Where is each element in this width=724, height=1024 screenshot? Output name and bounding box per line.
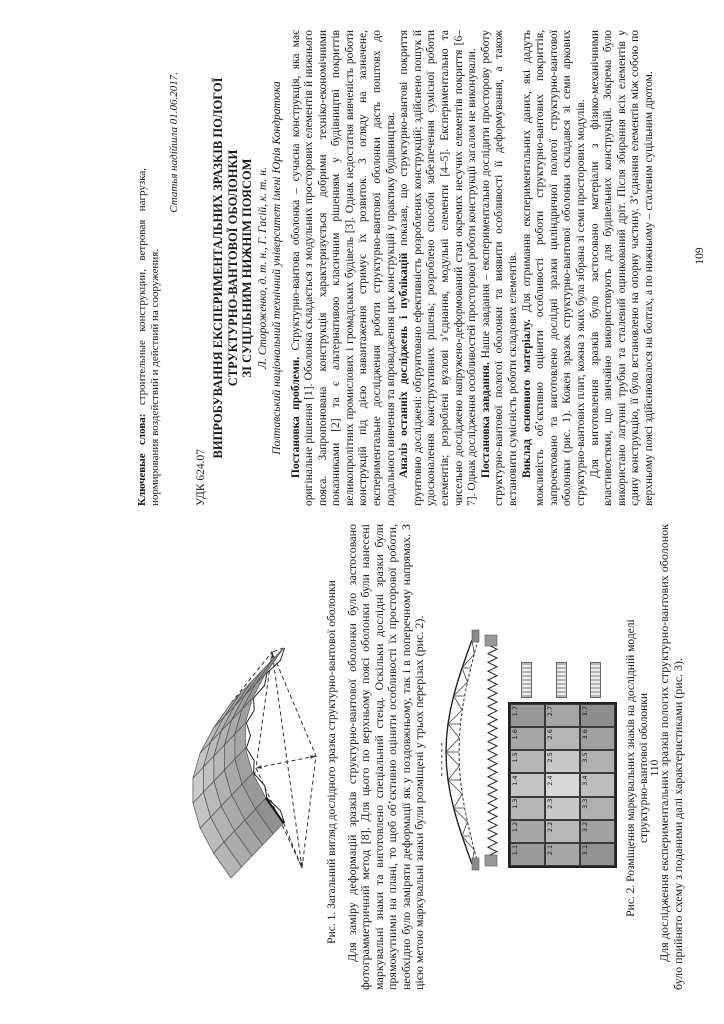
marker-cell (580, 704, 615, 727)
marker-cell-label: 1.5 (511, 752, 520, 763)
marker-cell (580, 773, 615, 796)
marker-cell (510, 727, 545, 750)
marker-grid-row (545, 704, 580, 866)
truss-arch-diagram (438, 626, 504, 872)
marker-cell-label: 1.4 (511, 775, 520, 786)
marker-cell-label: 1.1 (511, 844, 520, 856)
marker-cell-label: 2.4 (546, 775, 555, 786)
marker-cell (580, 750, 615, 773)
marker-grid-row (510, 704, 545, 866)
marker-cell-label: 1.7 (511, 706, 520, 717)
figure-2-drawing (438, 626, 617, 872)
marker-grid-table (508, 702, 617, 868)
marker-cell (545, 820, 580, 843)
page-number-110: 110 (649, 759, 661, 777)
marker-cell (510, 820, 545, 843)
marker-cell (580, 843, 615, 866)
marker-cell-label: 2.3 (546, 798, 555, 809)
marker-cell (510, 704, 545, 727)
marker-cell (545, 727, 580, 750)
left-paragraph-1-text: Для заміру деформацій зразків структурно-вантової оболонки було застосовано фотограмметричний метод [8]. Для цього по верхньому поясі оболонки були нанесені маркувальні знаки та виготовлено спеціальний стенд. Оскільки дослідні зразки були прямокутними на плані, то щоб об’єктивно оцінити особливості їх просторової роботи, необхідно було заміряти деформації як у поздовжньому, так і в поперечному напрямах. З цією метою маркувальні знаки були розміщені у трьох перерізах (рис. 2). (345, 524, 427, 990)
marker-cell-label: 3.4 (581, 775, 590, 786)
marker-cell (510, 773, 545, 796)
marker-cell-label: 3.7 (581, 706, 590, 717)
figure-1-drawing (146, 642, 322, 894)
article-title (211, 30, 255, 506)
marker-cell-label: 1.6 (511, 729, 520, 740)
marker-cell (510, 797, 545, 820)
body-paragraph: Виклад основного матеріалу. Для отримання експериментальних даних, які дадуть можливість об’єктивно оцінити особливості роботи структурно-вантових покриттів, запроектовано та виготовлено дослідні зразки циліндричної пологої структурно-вантової оболонки (рис. 1). Кожен зразок структурно-вантової оболонки складався зі семи аркових структурно-вантових плит, кожна з яких була зібрана зі семи просторових модулів. (520, 30, 587, 506)
keywords-block (136, 168, 162, 506)
marker-cell-label: 2.2 (546, 821, 555, 833)
marker-cell (510, 843, 545, 866)
body-paragraph: Для виготовлення зразків було застосовано матеріали з фізико-механічними властивостями, що звичайно використовують для будівельних конструкцій. Зокрема було використано латунні трубки та сталевий оцинкований дріт. Після збирання всіх елементів у єдину конструкцію, її було встановлено на опорну частину. З’єднання елементів між собою по верхньому поясі здійснювалося на болтах, а по нижньому – сталевим суцільним дротом. (588, 30, 655, 506)
figure-2-caption-line2: структурно-вантової оболонки (638, 692, 651, 844)
marker-cell-label: 2.5 (546, 752, 555, 763)
affiliation-line: Полтавський національний технічний університет імені Юрія Кондратюка (270, 81, 283, 455)
article-body (290, 30, 657, 506)
figure-2-caption-line1: Рис. 2. Розміщення маркувальних знаків на дослідній моделі (625, 619, 638, 917)
marker-cell-label: 3.1 (581, 844, 590, 856)
marker-cell (545, 704, 580, 727)
scale-bar-3 (590, 662, 601, 698)
marker-cell-label: 1.3 (511, 798, 520, 809)
body-paragraph: Постановка проблеми. Структурно-вантова оболонка – сучасна конструкція, яка має оригінальне рішення [1]. Оболонка складається з модульних просторових елементів й нижнього пояса. Запропонована конструкція характеризується добрими техніко-економічними показниками [2] та є альтернативою класичним рішенням у будівництві покриттів великопролітних промислових і громадських будівель [3]. Однак недостатня вивченість роботи конструкцій під дією навантаження стримує їх розвиток. З огляду на зазначене, експериментальне дослідження роботи структурно-вантової оболонки дасть поштовх до подального вивчення та впровадження цих конструкцій у практику будівництва. (289, 29, 397, 506)
marker-cell-label: 3.5 (581, 752, 590, 763)
marker-cell-label: 1.2 (511, 821, 520, 833)
udc-code: УДК 624.07 (195, 449, 207, 506)
authors-line: Л. Стороженко, д. т. н., Г. Гасій, к. т. н. (256, 167, 269, 369)
scale-bar-2 (556, 662, 567, 698)
body-paragraph: Постановка завдання. Наше завдання – експериментально дослідити просторову роботу структурно-вантової пологої оболонки та виявити особливості її деформування, а також встановити сумісність роботи складових елементів. (479, 30, 519, 506)
article-title-line3: ЗІ СУЦІЛЬНИМ НИЖНІМ ПОЯСОМ (240, 158, 254, 378)
marker-cell (580, 797, 615, 820)
marker-cell-label: 2.7 (546, 706, 555, 717)
marker-cell (545, 843, 580, 866)
scale-bar-1 (521, 662, 532, 698)
marker-cell (580, 820, 615, 843)
left-paragraph-1 (346, 524, 426, 990)
keywords-label: Ключевые слова: (136, 413, 148, 506)
marker-cell-label: 2.6 (546, 729, 555, 740)
marker-cell (580, 727, 615, 750)
left-paragraph-2 (658, 524, 685, 990)
page-number-109: 109 (694, 247, 706, 265)
marker-cell-label: 3.6 (581, 729, 590, 740)
received-date: Статья надійшла 01.06.2017. (168, 72, 180, 213)
article-title-line2: СТРУКТУРНО-ВАНТОВОЇ ОБОЛОНКИ (225, 149, 240, 387)
left-paragraph-2-text: Для дослідження експериментальних зразків пологих структурно-вантових оболонок було прийнято схему з поданими далі характеристиками (рис. 3). (657, 524, 685, 990)
body-paragraph: Аналіз останніх досліджень і публікацій показав, що структурно-вантові покриття ґрунтовно досліджені: обґрунтовано ефективність розроблених конструкцій; здійснено пошук й удосконалення конструктивних рішень; розроблено способи забезпечення сумісної роботи елементів; розроблені вузлові з’єднання, модульні елементи [4–5]. Експериментально та чисельно досліджено напружено-деформований стан окремих несучих елементів покриття [6–7]. Однак дослідження особливостей просторової роботи конструкції загалом не виконували. (398, 30, 479, 506)
page-110 (0, 512, 724, 1024)
figure-1-caption: Рис. 1. Загальний вигляд дослідного зразка структурно-вантової оболонки (326, 580, 338, 944)
marker-cell (545, 750, 580, 773)
marker-cell (545, 797, 580, 820)
marker-grid-row (580, 704, 615, 866)
marker-cell-label: 2.1 (546, 844, 555, 856)
keywords-text: строительные конструкции, ветровая нагрузка, нормирования воздействий и действий на сооружения. (136, 167, 161, 506)
marker-cell (510, 750, 545, 773)
article-title-line1: ВИПРОБУВАННЯ ЕКСПЕРИМЕНТАЛЬНИХ ЗРАЗКІВ ПОЛОГОЇ (211, 77, 225, 459)
marker-cell (545, 773, 580, 796)
marker-cell-label: 3.2 (581, 821, 590, 833)
marker-cell-label: 3.3 (581, 798, 590, 809)
